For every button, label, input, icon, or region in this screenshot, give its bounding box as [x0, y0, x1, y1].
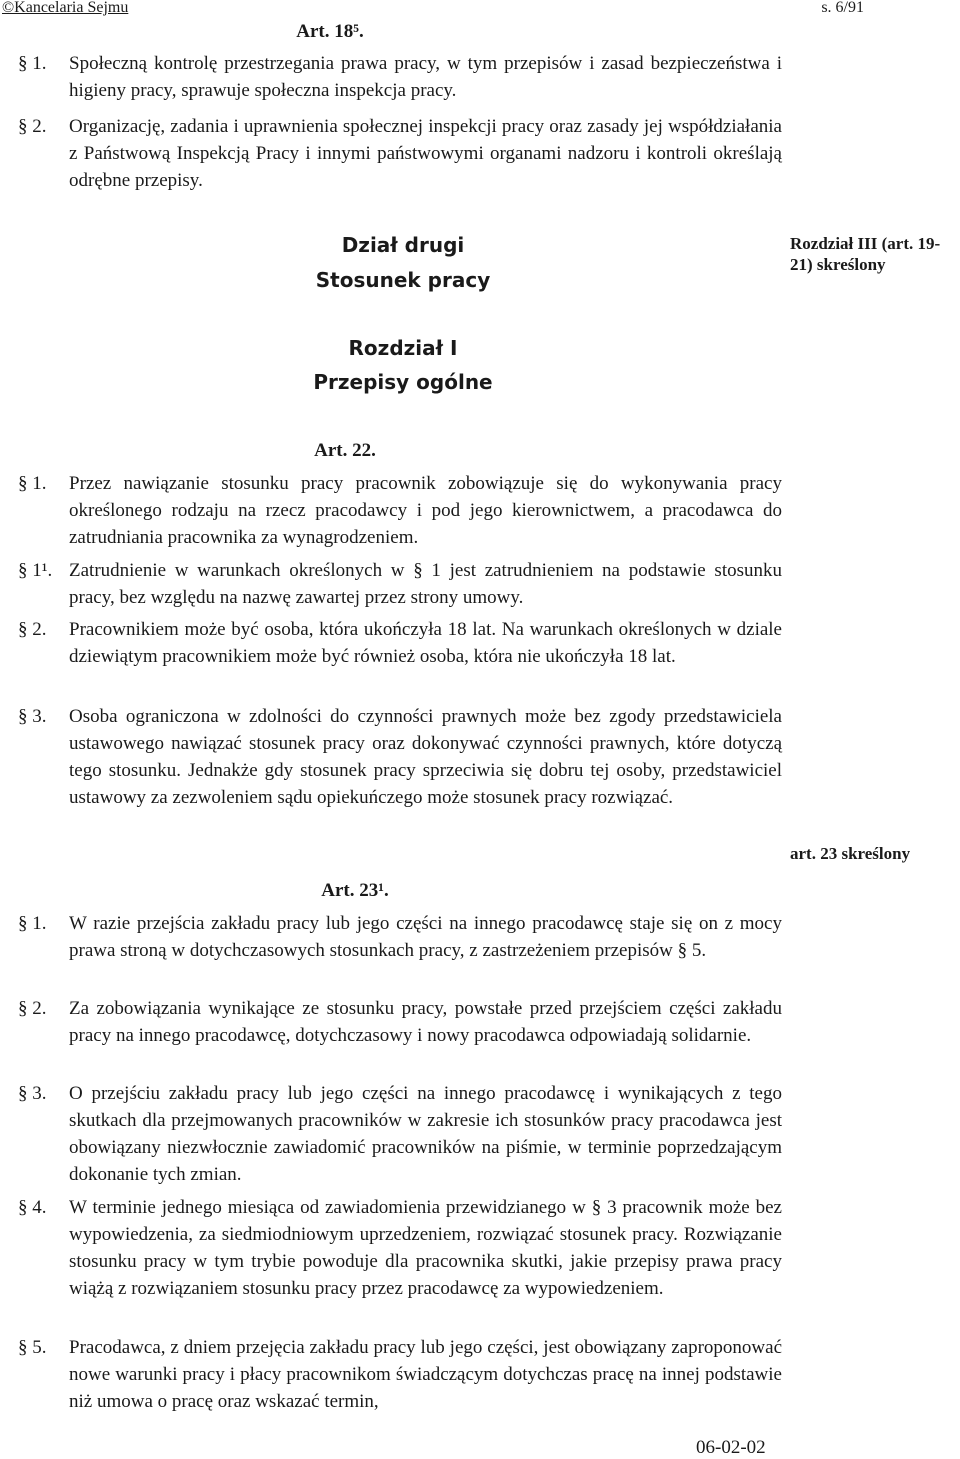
- paragraph-text: Zatrudnienie w warunkach określonych w § 1 jest zatrudnieniem na podstawie stosunku pracy, bez względu na nazwę zawartej przez strony umowy.: [69, 560, 782, 608]
- paragraph-number: § 5.: [18, 1337, 47, 1358]
- paragraph-number: § 1.: [18, 53, 47, 74]
- art23-para-2: [18, 995, 782, 1049]
- article-title-23-1: Art. 23¹.: [321, 880, 389, 901]
- document-date: 06-02-02: [696, 1437, 766, 1458]
- paragraph-number: § 1.: [18, 473, 47, 494]
- copyright-notice[interactable]: [2, 0, 128, 16]
- paragraph-text: Pracownikiem może być osoba, która ukończyła 18 lat. Na warunkach określonych w dziale dziewiątym pracownikiem może być również osoba, która nie ukończyła 18 lat.: [69, 619, 782, 667]
- side-note-chapter-3: Rozdział III (art. 19-21) skreślony: [790, 234, 941, 274]
- paragraph-number: § 3.: [18, 1083, 47, 1104]
- paragraph-number: § 2.: [18, 619, 47, 640]
- paragraph-number: § 4.: [18, 1197, 47, 1218]
- paragraph-text: W razie przejścia zakładu pracy lub jego części na innego pracodawcę staje się on z mocy prawa stroną w dotychczasowych stosunkach pracy, z zastrzeżeniem przepisów § 5.: [69, 913, 782, 961]
- chapter-title: Rozdział I: [348, 336, 458, 360]
- art23-para-5: [18, 1334, 782, 1415]
- division-title: Dział drugi: [341, 233, 465, 257]
- paragraph-number: § 2.: [18, 998, 47, 1019]
- paragraph-text: Przez nawiązanie stosunku pracy pracownik zobowiązuje się do wykonywania pracy określonego rodzaju na rzecz pracodawcy i pod jego kierownictwem, a pracodawca do zatrudniania pracownika za wynagrodzeniem.: [69, 473, 782, 548]
- chapter-subtitle: Przepisy ogólne: [313, 370, 493, 394]
- paragraph-text: Osoba ograniczona w zdolności do czynności prawnych może bez zgody przedstawiciela ustawowego nawiązać stosunek pracy oraz dokonywać czynności prawnych, które dotyczą tego stosunku. Jednakże gdy stosunek pracy sprzeciwia się dobru tej osoby, przedstawiciel ustawowy za zezwoleniem sądu opiekuńczego może stosunek pracy rozwiązać.: [69, 706, 782, 808]
- article-title-18-5: Art. 18⁵.: [296, 21, 364, 42]
- paragraph-text: W terminie jednego miesiąca od zawiadomienia przewidzianego w § 3 pracownik może bez wypowiedzenia, za siedmiodniowym uprzedzeniem, rozwiązać stosunek pracy. Rozwiązanie stosunku pracy w tym trybie powoduje dla pracownika skutki, jakie przepisy prawa pracy wiążą z rozwiązaniem stosunku pracy przez pracodawcę za wypowiedzeniem.: [69, 1197, 782, 1299]
- art18-para-1: [18, 50, 782, 104]
- copyright-link[interactable]: ©Kancelaria Sejmu: [2, 0, 129, 16]
- paragraph-text: O przejściu zakładu pracy lub jego części na innego pracodawcę i wynikających z tego skutkach dla przejmowanych pracowników w zakresie ich stosunków pracy pracodawca jest obowiązany niezwłocznie zawiadomić pracowników na piśmie, w terminie poprzedzającym dokonanie tych zmian.: [69, 1083, 782, 1185]
- paragraph-number: § 3.: [18, 706, 47, 727]
- art22-para-2: [18, 616, 782, 670]
- art18-para-2: [18, 113, 782, 194]
- art22-para-1: [18, 470, 782, 551]
- division-subtitle: Stosunek pracy: [315, 268, 491, 292]
- paragraph-text: Społeczną kontrolę przestrzegania prawa pracy, w tym przepisów i zasad bezpieczeństwa i higieny pracy, sprawuje społeczna inspekcja pracy.: [69, 53, 782, 101]
- art22-para-1-1: [18, 557, 782, 611]
- art23-para-4: [18, 1194, 782, 1302]
- side-note-art-23: art. 23 skreślony: [790, 844, 911, 863]
- paragraph-number: § 2.: [18, 116, 47, 137]
- paragraph-number: § 1.: [18, 913, 47, 934]
- article-title-22: Art. 22.: [314, 440, 376, 461]
- paragraph-text: Za zobowiązania wynikające ze stosunku pracy, powstałe przed przejściem części zakładu pracy na innego pracodawcę, dotychczasowy i nowy pracodawca odpowiadają solidarnie.: [69, 998, 782, 1046]
- paragraph-text: Organizację, zadania i uprawnienia społecznej inspekcji pracy oraz zasady jej współdziałania z Państwową Inspekcją Pracy i innymi państwowymi organami nadzoru i kontroli określają odrębne przepisy.: [69, 116, 782, 191]
- art23-para-3: [18, 1080, 782, 1188]
- paragraph-text: Pracodawca, z dniem przejęcia zakładu pracy lub jego części, jest obowiązany zaproponować nowe warunki pracy i płacy pracownikom świadczącym dotychczas pracę na innej podstawie niż umowa o pracę oraz wskazać termin,: [69, 1337, 782, 1412]
- art22-para-3: [18, 703, 782, 811]
- art23-para-1: [18, 910, 782, 964]
- paragraph-number: § 1¹.: [18, 560, 53, 581]
- page-number: s. 6/91: [821, 0, 864, 16]
